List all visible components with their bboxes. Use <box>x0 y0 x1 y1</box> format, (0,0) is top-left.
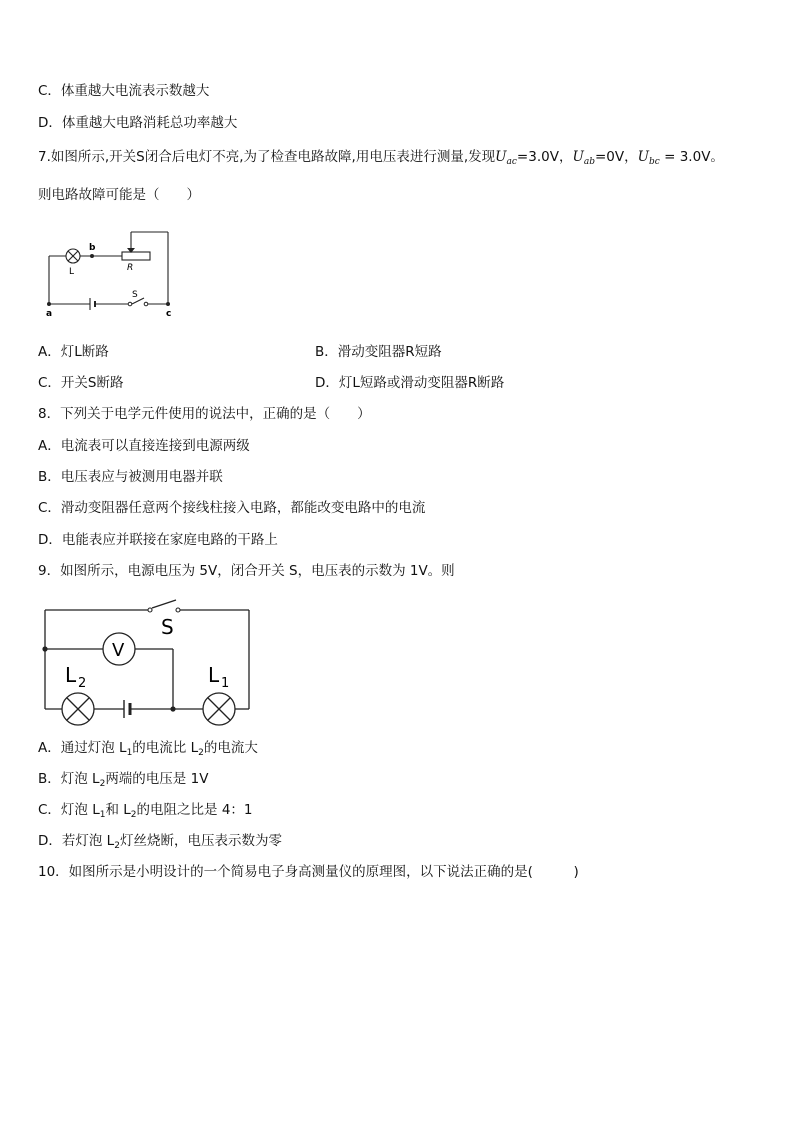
q9-option-c: C．灯泡 $L_1$和 $L_2$的电阻之比是 4：1 <box>38 802 253 820</box>
q9-fig-label-s: S <box>161 615 174 639</box>
q6-option-d: D．体重越大电路消耗总功率越大 <box>38 115 238 131</box>
q7-circuit-diagram <box>40 228 180 320</box>
q9-stem: 9．如图所示，电源电压为 5V，闭合开关 S，电压表的示数为 1V。则 <box>38 563 455 579</box>
q9-option-b: B．灯泡 $L_2$两端的电压是 1V <box>38 771 209 789</box>
q7-fig-label-r: R <box>127 263 134 273</box>
q7-option-d: D．灯L短路或滑动变阻器R断路 <box>315 375 505 391</box>
q7-u-bc-value: = 3.0V。 <box>659 149 724 165</box>
q10-stem: 10．如图所示是小明设计的一个简易电子身高测量仪的原理图，以下说法正确的是( ) <box>38 864 579 880</box>
q8-option-b: B．电压表应与被测用电器并联 <box>38 469 223 485</box>
q9-option-d: D．若灯泡 $L_2$灯丝烧断，电压表示数为零 <box>38 833 282 851</box>
svg-text:2: 2 <box>78 676 87 691</box>
q7-stem-line1 <box>38 148 724 171</box>
q7-option-b: B．滑动变阻器R短路 <box>315 344 442 360</box>
q6-option-c: C．体重越大电流表示数越大 <box>38 83 210 99</box>
q7-stem-text: 7.如图所示,开关S闭合后电灯不亮,为了检查电路故障,用电压表进行测量,发现 <box>38 149 496 165</box>
q7-stem-line2: 则电路故障可能是（ ） <box>38 187 200 203</box>
q9-option-a: A．通过灯泡 $L_1$的电流比 $L_2$的电流大 <box>38 740 258 758</box>
q7-u-ac-value: =3.0V， <box>516 149 573 165</box>
q9-fig-label-l1 <box>208 663 229 691</box>
q7-u-ab: $U_{ab}$ <box>572 149 595 167</box>
q7-u-ab-value: =0V， <box>594 149 638 165</box>
q8-stem: 8．下列关于电学元件使用的说法中，正确的是（ ） <box>38 406 371 422</box>
svg-text:1: 1 <box>221 676 230 691</box>
q7-option-c: C．开关S断路 <box>38 375 124 391</box>
q7-fig-label-l: L <box>69 267 75 277</box>
q8-option-a: A．电流表可以直接连接到电源两级 <box>38 438 250 454</box>
q8-option-d: D．电能表应并联接在家庭电路的干路上 <box>38 532 278 548</box>
q7-fig-label-c: c <box>166 309 172 319</box>
q7-u-bc: $U_{bc}$ <box>637 149 660 167</box>
q7-u-ac: $U_{ac}$ <box>495 149 517 167</box>
q9-fig-voltmeter-label: V <box>112 640 125 661</box>
svg-text:L: L <box>65 663 77 687</box>
q8-option-c: C．滑动变阻器任意两个接线柱接入电路，都能改变电路中的电流 <box>38 500 426 516</box>
svg-text:L: L <box>208 663 220 687</box>
q7-fig-label-s: S <box>132 290 138 300</box>
q7-fig-label-a: a <box>46 309 53 319</box>
q9-circuit-diagram <box>38 594 258 726</box>
q9-fig-label-l2 <box>65 663 86 691</box>
q7-fig-label-b: b <box>89 243 96 253</box>
q7-option-a: A．灯L断路 <box>38 344 109 360</box>
